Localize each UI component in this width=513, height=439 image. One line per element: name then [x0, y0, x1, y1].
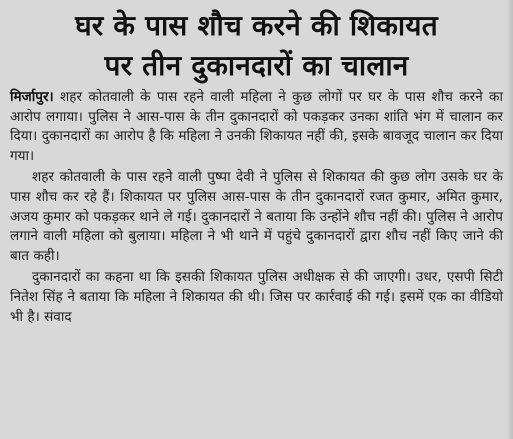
- article-paragraph-2: शहर कोतवाली के पास रहने वाली पुष्पा देवी ने पुलिस से शिकायत की कुछ लोग उसके घर के पास शौच कर रहे हैं। शिकायत पर पुलिस आस-पास के तीन दुकानदारों रजत कुमार, अमित कुमार, अजय कुमार को पकड़कर थाने ले गई। दुकानदारों ने बताया कि उन्होंने शौच नहीं की। पुलिस ने आरोप लगाने वाली महिला को बुलाया। महिला ने भी थाने में पहुंचे दुकानदारों द्वारा शौच नहीं किए जाने की बात कही।: [10, 169, 503, 264]
- headline-line-1: घर के पास शौच करने की शिकायत: [75, 9, 438, 42]
- article-paragraph-3: दुकानदारों का कहना था कि इसकी शिकायत पुलिस अधीक्षक से की जाएगी। उधर, एसपी सिटी नितेश सिंह ने बताया कि महिला ने शिकायत की थी। जिस पर कार्रवाई की गई। इसमें एक का वीडियो भी है। संवाद: [10, 269, 503, 325]
- paragraph-1-text: शहर कोतवाली के पास रहने वाली महिला ने कुछ लोगों पर घर के पास शौच करने का आरोप लगाया। पुलिस ने आस-पास के तीन दुकानदारों को पकड़कर उनका शांति भंग में चालान कर दिया। दुकानदारों का आरोप है कि महिला ने उनकी शिकायत नहीं की, इसके बावजूद चालान कर दिया गया।: [10, 89, 504, 164]
- headline: [10, 6, 503, 86]
- page-edge-shadow: [507, 0, 513, 439]
- dateline: मिर्जापुर।: [10, 89, 54, 105]
- article-body: [10, 88, 503, 327]
- article-paragraph-1: [10, 88, 503, 166]
- headline-line-2: पर तीन दुकानदारों का चालान: [104, 49, 409, 82]
